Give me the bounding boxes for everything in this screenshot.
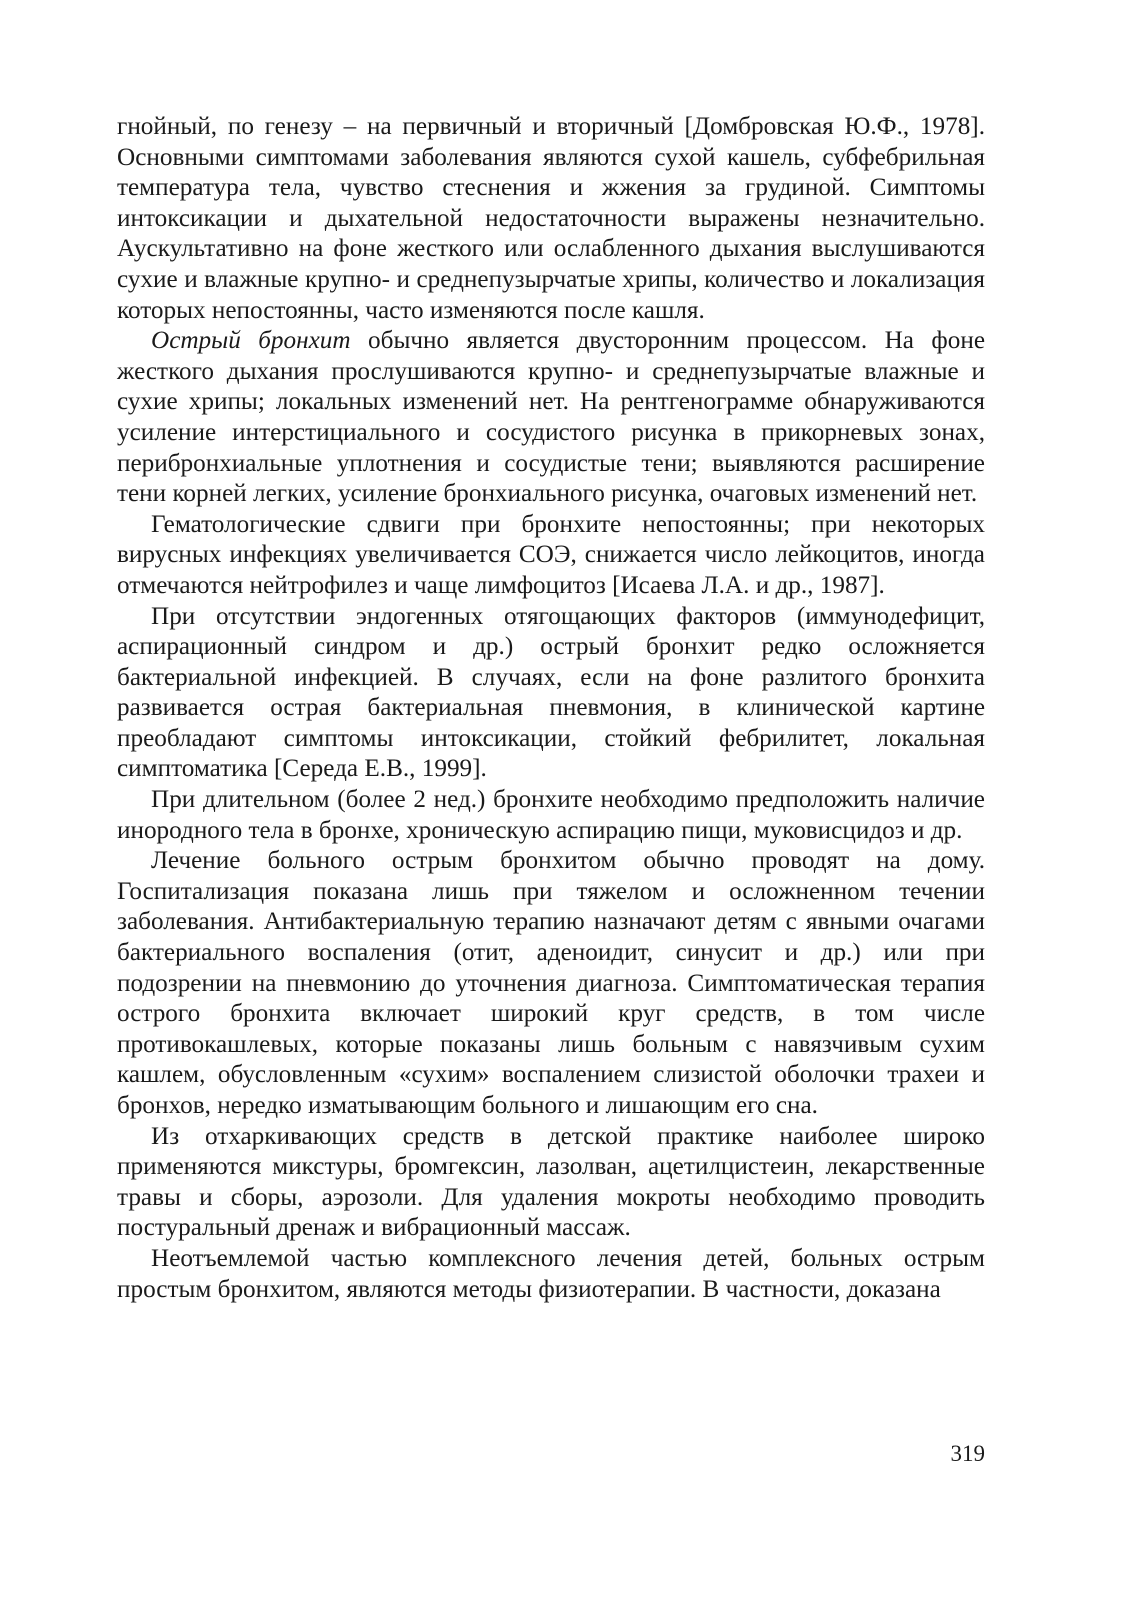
paragraph-3 bbox=[117, 510, 985, 602]
paragraph-2 bbox=[117, 326, 985, 510]
page-number: 319 bbox=[950, 1441, 985, 1466]
paragraph-4 bbox=[117, 602, 985, 786]
paragraph-text: Гематологические сдвиги при бронхите непостоянны; при некоторых вирусных инфекциях увеличивается СОЭ, снижается число лейкоцитов, иногда отмечаются нейтрофилез и чаще лимфоцитоз [Исаева Л.А. и др., 1987]. bbox=[117, 510, 985, 599]
paragraph-text: При длительном (более 2 нед.) бронхите необходимо предположить наличие инородного тела в бронхе, хроническую аспирацию пищи, муковисцидоз и др. bbox=[117, 786, 985, 844]
paragraph-8 bbox=[117, 1244, 985, 1305]
paragraph-text: Неотъемлемой частью комплексного лечения детей, больных острым простым бронхитом, являются методы физиотерапии. В частности, доказана bbox=[117, 1244, 985, 1303]
paragraph-text: обычно является двусторонним процессом. На фоне жесткого дыхания прослушиваются крупно- и среднепузырчатые влажные и сухие хрипы; локальных изменений нет. На рентгенограмме обнаруживаются усиление интерстициального и сосудистого рисунка в прикорневых зонах, перибронхиальные уплотнения и сосудистые тени; выявляются расширение тени корней легких, усиление бронхиального рисунка, очаговых изменений нет. bbox=[117, 327, 985, 508]
paragraph-1 bbox=[117, 112, 985, 326]
italic-term: Острый бронхит bbox=[151, 327, 351, 355]
paragraph-7 bbox=[117, 1122, 985, 1244]
paragraph-6 bbox=[117, 846, 985, 1121]
page-body bbox=[117, 112, 985, 1305]
paragraph-text: гнойный, по генезу – на первичный и вторичный [Домбровская Ю.Ф., 1978]. Основными симптомами заболевания являются сухой кашель, субфебрильная температура тела, чувство стеснения и жжения за грудиной. Симптомы интоксикации и дыхательной недостаточности выражены незначительно. Аускультативно на фоне жесткого или ослабленного дыхания выслушиваются сухие и влажные крупно- и среднепузырчатые хрипы, количество и локализация которых непостоянны, часто изменяются после кашля. bbox=[117, 113, 985, 324]
paragraph-text: При отсутствии эндогенных отягощающих факторов (иммунодефицит, аспирационный синдром и др.) острый бронхит редко осложняется бактериальной инфекцией. В случаях, если на фоне разлитого бронхита развивается острая бактериальная пневмония, в клинической картине преобладают симптомы интоксикации, стойкий фебрилитет, локальная симптоматика [Середа Е.В., 1999]. bbox=[117, 602, 985, 783]
paragraph-5 bbox=[117, 785, 985, 846]
paragraph-text: Лечение больного острым бронхитом обычно проводят на дому. Госпитализация показана лишь при тяжелом и осложненном течении заболевания. Антибактериальную терапию назначают детям с явными очагами бактериального воспаления (отит, аденоидит, синусит и др.) или при подозрении на пневмонию до уточнения диагноза. Симптоматическая терапия острого бронхита включает широкий круг средств, в том числе противокашлевых, которые показаны лишь больным с навязчивым сухим кашлем, обусловленным «сухим» воспалением слизистой оболочки трахеи и бронхов, нередко изматывающим больного и лишающим его сна. bbox=[117, 847, 985, 1119]
paragraph-text: Из отхаркивающих средств в детской практике наиболее широко применяются микстуры, бромгексин, лазолван, ацетилцистеин, лекарственные травы и сборы, аэрозоли. Для удаления мокроты необходимо проводить постуральный дренаж и вибрационный массаж. bbox=[117, 1122, 985, 1242]
